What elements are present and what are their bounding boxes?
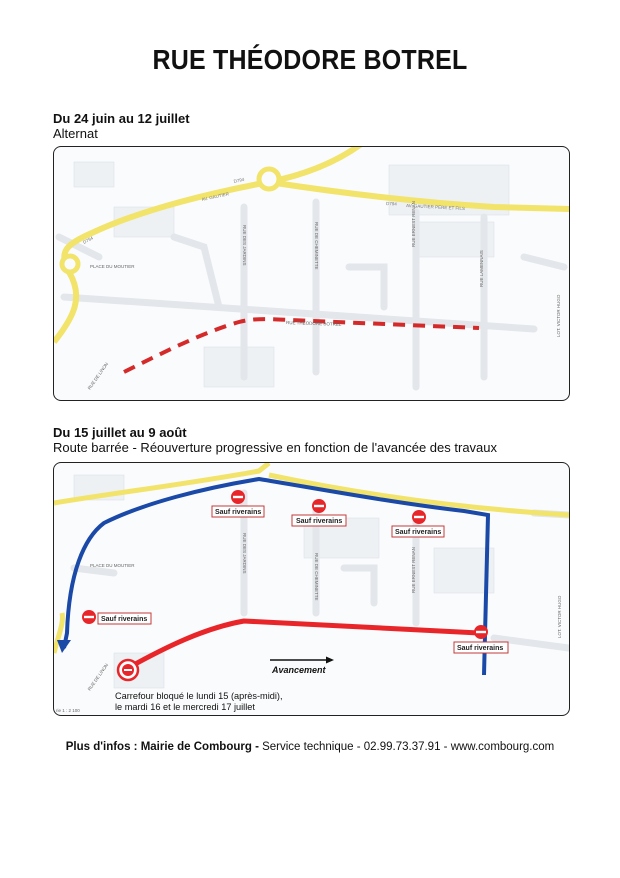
label-d794-c: D794 xyxy=(385,201,397,207)
roundabout-east xyxy=(259,169,279,189)
label-av-gautier-b: AV. GAUTIER PERE ET FILS xyxy=(405,203,466,212)
section2-description: Route barrée - Réouverture progressive en fonction de l'avancée des travaux xyxy=(53,440,498,455)
label-d794-a: D794 xyxy=(82,235,94,245)
label-av-gautier-a: AV. GAUTIER xyxy=(201,191,230,202)
sauf-riverains-badge xyxy=(98,613,151,624)
roundabout-west xyxy=(62,256,78,272)
label-rue-cheminette: RUE DE CHEMINETTE xyxy=(314,222,319,270)
label-rue-lamennais: RUE LAMENNAIS xyxy=(479,250,484,287)
note-line-1: Carrefour bloqué le lundi 15 (après-midi), xyxy=(115,691,283,701)
no-entry-icon xyxy=(474,625,488,639)
footer-contact: Service technique - 02.99.73.37.91 - www.combourg.com xyxy=(258,741,555,753)
label-lot-victor-hugo-2: LOT. VICTOR HUGO xyxy=(557,595,562,638)
no-entry-icon xyxy=(82,610,96,624)
section2-date: Du 15 juillet au 9 août xyxy=(53,425,187,440)
map-scale-ref: rie 1 : 2 100 xyxy=(56,708,80,713)
sauf-riverains-badge xyxy=(392,526,444,537)
detour-route xyxy=(64,479,488,675)
sauf-riverains-badge xyxy=(292,515,346,526)
no-entry-icon xyxy=(412,510,426,524)
svg-text:Sauf riverains: Sauf riverains xyxy=(395,529,442,536)
map-alternat xyxy=(53,146,570,401)
detour-arrow-icon xyxy=(57,640,71,653)
svg-text:Sauf riverains: Sauf riverains xyxy=(215,509,262,516)
label-d794-b: D794 xyxy=(233,176,245,184)
label-rue-ernest-renan: RUE ERNEST RENAN xyxy=(411,201,416,247)
label-place-moutier: PLACE DU MOUTIER xyxy=(90,264,135,269)
building-blocks xyxy=(74,162,509,387)
label-rue-de-linon-2: RUE DE LINON xyxy=(86,662,110,692)
label-lot-victor-hugo: LOT. VICTOR HUGO xyxy=(556,294,561,337)
label-rue-cheminette-2: RUE DE CHEMINETTE xyxy=(314,553,319,601)
label-place-moutier-2: PLACE DU MOUTIER xyxy=(90,563,135,568)
label-rue-jardins-2: RUE DES JARDINS xyxy=(242,533,247,574)
no-entry-icon xyxy=(312,499,326,513)
label-rue-jardins: RUE DES JARDINS xyxy=(242,225,247,266)
sauf-riverains-badge xyxy=(212,506,264,517)
svg-text:Sauf riverains: Sauf riverains xyxy=(101,616,148,623)
map-alternat-svg xyxy=(54,147,569,400)
label-rue-ernest-renan-2: RUE ERNEST RENAN xyxy=(411,547,416,593)
footer-info xyxy=(0,741,620,753)
section1-description: Alternat xyxy=(53,126,98,141)
avancement-arrow-icon xyxy=(270,657,334,664)
closed-road xyxy=(128,621,479,668)
map-route-barree xyxy=(53,462,570,716)
page-title: RUE THÉODORE BOTREL xyxy=(152,44,468,76)
svg-text:Sauf riverains: Sauf riverains xyxy=(296,518,343,525)
map-route-barree-svg xyxy=(54,463,569,715)
no-entry-icon xyxy=(231,490,245,504)
footer-prefix: Plus d'infos : Mairie de Combourg - xyxy=(65,741,259,753)
sauf-riverains-badge xyxy=(454,642,508,653)
label-rue-de-linon: RUE DE LINON xyxy=(86,361,110,391)
avancement-label: Avancement xyxy=(272,665,326,675)
note-line-2: le mardi 16 et le mercredi 17 juillet xyxy=(115,702,255,712)
works-dashed-line xyxy=(124,319,479,372)
blocked-junction-icon xyxy=(118,660,138,680)
section1-date: Du 24 juin au 12 juillet xyxy=(53,111,190,126)
svg-text:Sauf riverains: Sauf riverains xyxy=(457,645,504,652)
label-rue-botrel: RUE THEODORE BOTREL xyxy=(285,320,342,327)
